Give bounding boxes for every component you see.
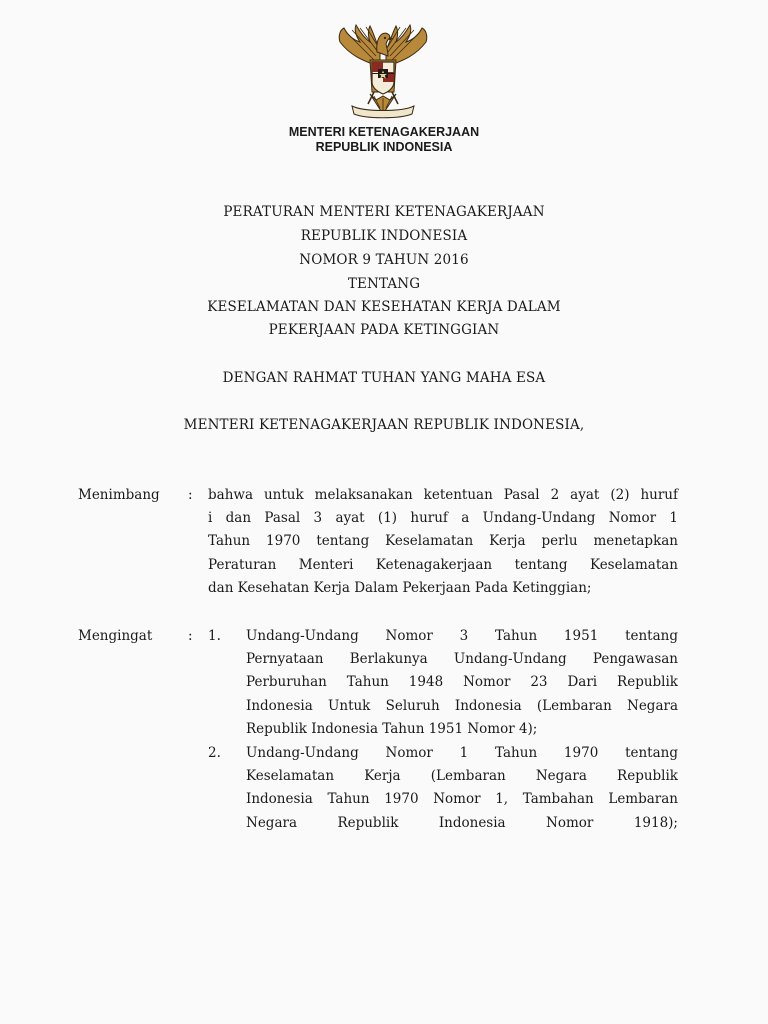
title-line-4: TENTANG: [347, 276, 421, 292]
title-line-1: PERATURAN MENTERI KETENAGAKERJAAN: [223, 204, 545, 220]
menimbang-colon: :: [188, 487, 193, 503]
mengingat-item-2: [246, 742, 678, 835]
issuer-line: MENTERI KETENAGAKERJAAN REPUBLIK INDONESIA,: [183, 417, 585, 433]
mengingat-item-1: [246, 625, 678, 741]
mengingat-item-2-line-2: Keselamatan Kerja (Lembaran Negara Republik: [246, 768, 678, 785]
menimbang-line-4: Peraturan Menteri Ketenagakerjaan tentang Keselamatan: [208, 556, 678, 573]
mengingat-item-1-number: 1.: [208, 628, 221, 644]
mengingat-item-2-line-3: Indonesia Tahun 1970 Nomor 1, Tambahan Lembaran: [246, 791, 678, 808]
title-line-2: REPUBLIK INDONESIA: [300, 228, 468, 244]
letterhead-line-1: MENTERI KETENAGAKERJAAN: [288, 125, 480, 139]
mengingat-label: Mengingat: [78, 628, 153, 644]
mengingat-item-1-line-5: Republik Indonesia Tahun 1951 Nomor 4);: [246, 720, 538, 737]
mengingat-item-1-line-4: Indonesia Untuk Seluruh Indonesia (Lembaran Negara: [246, 697, 678, 714]
garuda-emblem-icon: [330, 22, 436, 122]
mengingat-colon: :: [188, 628, 193, 644]
mengingat-item-1-line-1: Undang-Undang Nomor 3 Tahun 1951 tentang: [246, 628, 678, 644]
title-line-5: KESELAMATAN DAN KESEHATAN KERJA DALAM: [207, 299, 561, 315]
mengingat-item-2-line-4: Negara Republik Indonesia Nomor 1918);: [246, 814, 678, 831]
menimbang-label: Menimbang: [78, 487, 160, 503]
mengingat-item-2-number: 2.: [208, 745, 221, 761]
invocation: DENGAN RAHMAT TUHAN YANG MAHA ESA: [222, 370, 546, 386]
menimbang-line-3: Tahun 1970 tentang Keselamatan Kerja perlu menetapkan: [208, 533, 678, 550]
mengingat-item-1-line-3: Perburuhan Tahun 1948 Nomor 23 Dari Republik: [246, 674, 678, 691]
mengingat-item-1-line-2: Pernyataan Berlakunya Undang-Undang Pengawasan: [246, 651, 678, 668]
title-line-6: PEKERJAAN PADA KETINGGIAN: [268, 322, 500, 338]
menimbang-line-2: i dan Pasal 3 ayat (1) huruf a Undang-Undang Nomor 1: [208, 510, 678, 527]
letterhead-line-2: REPUBLIK INDONESIA: [315, 140, 453, 154]
title-line-3: NOMOR 9 TAHUN 2016: [299, 252, 469, 268]
menimbang-line-5: dan Kesehatan Kerja Dalam Pekerjaan Pada Ketinggian;: [208, 579, 592, 596]
mengingat-item-2-line-1: Undang-Undang Nomor 1 Tahun 1970 tentang: [246, 745, 678, 761]
menimbang-line-1: bahwa untuk melaksanakan ketentuan Pasal 2 ayat (2) huruf: [208, 487, 678, 503]
menimbang-paragraph: [208, 484, 678, 600]
